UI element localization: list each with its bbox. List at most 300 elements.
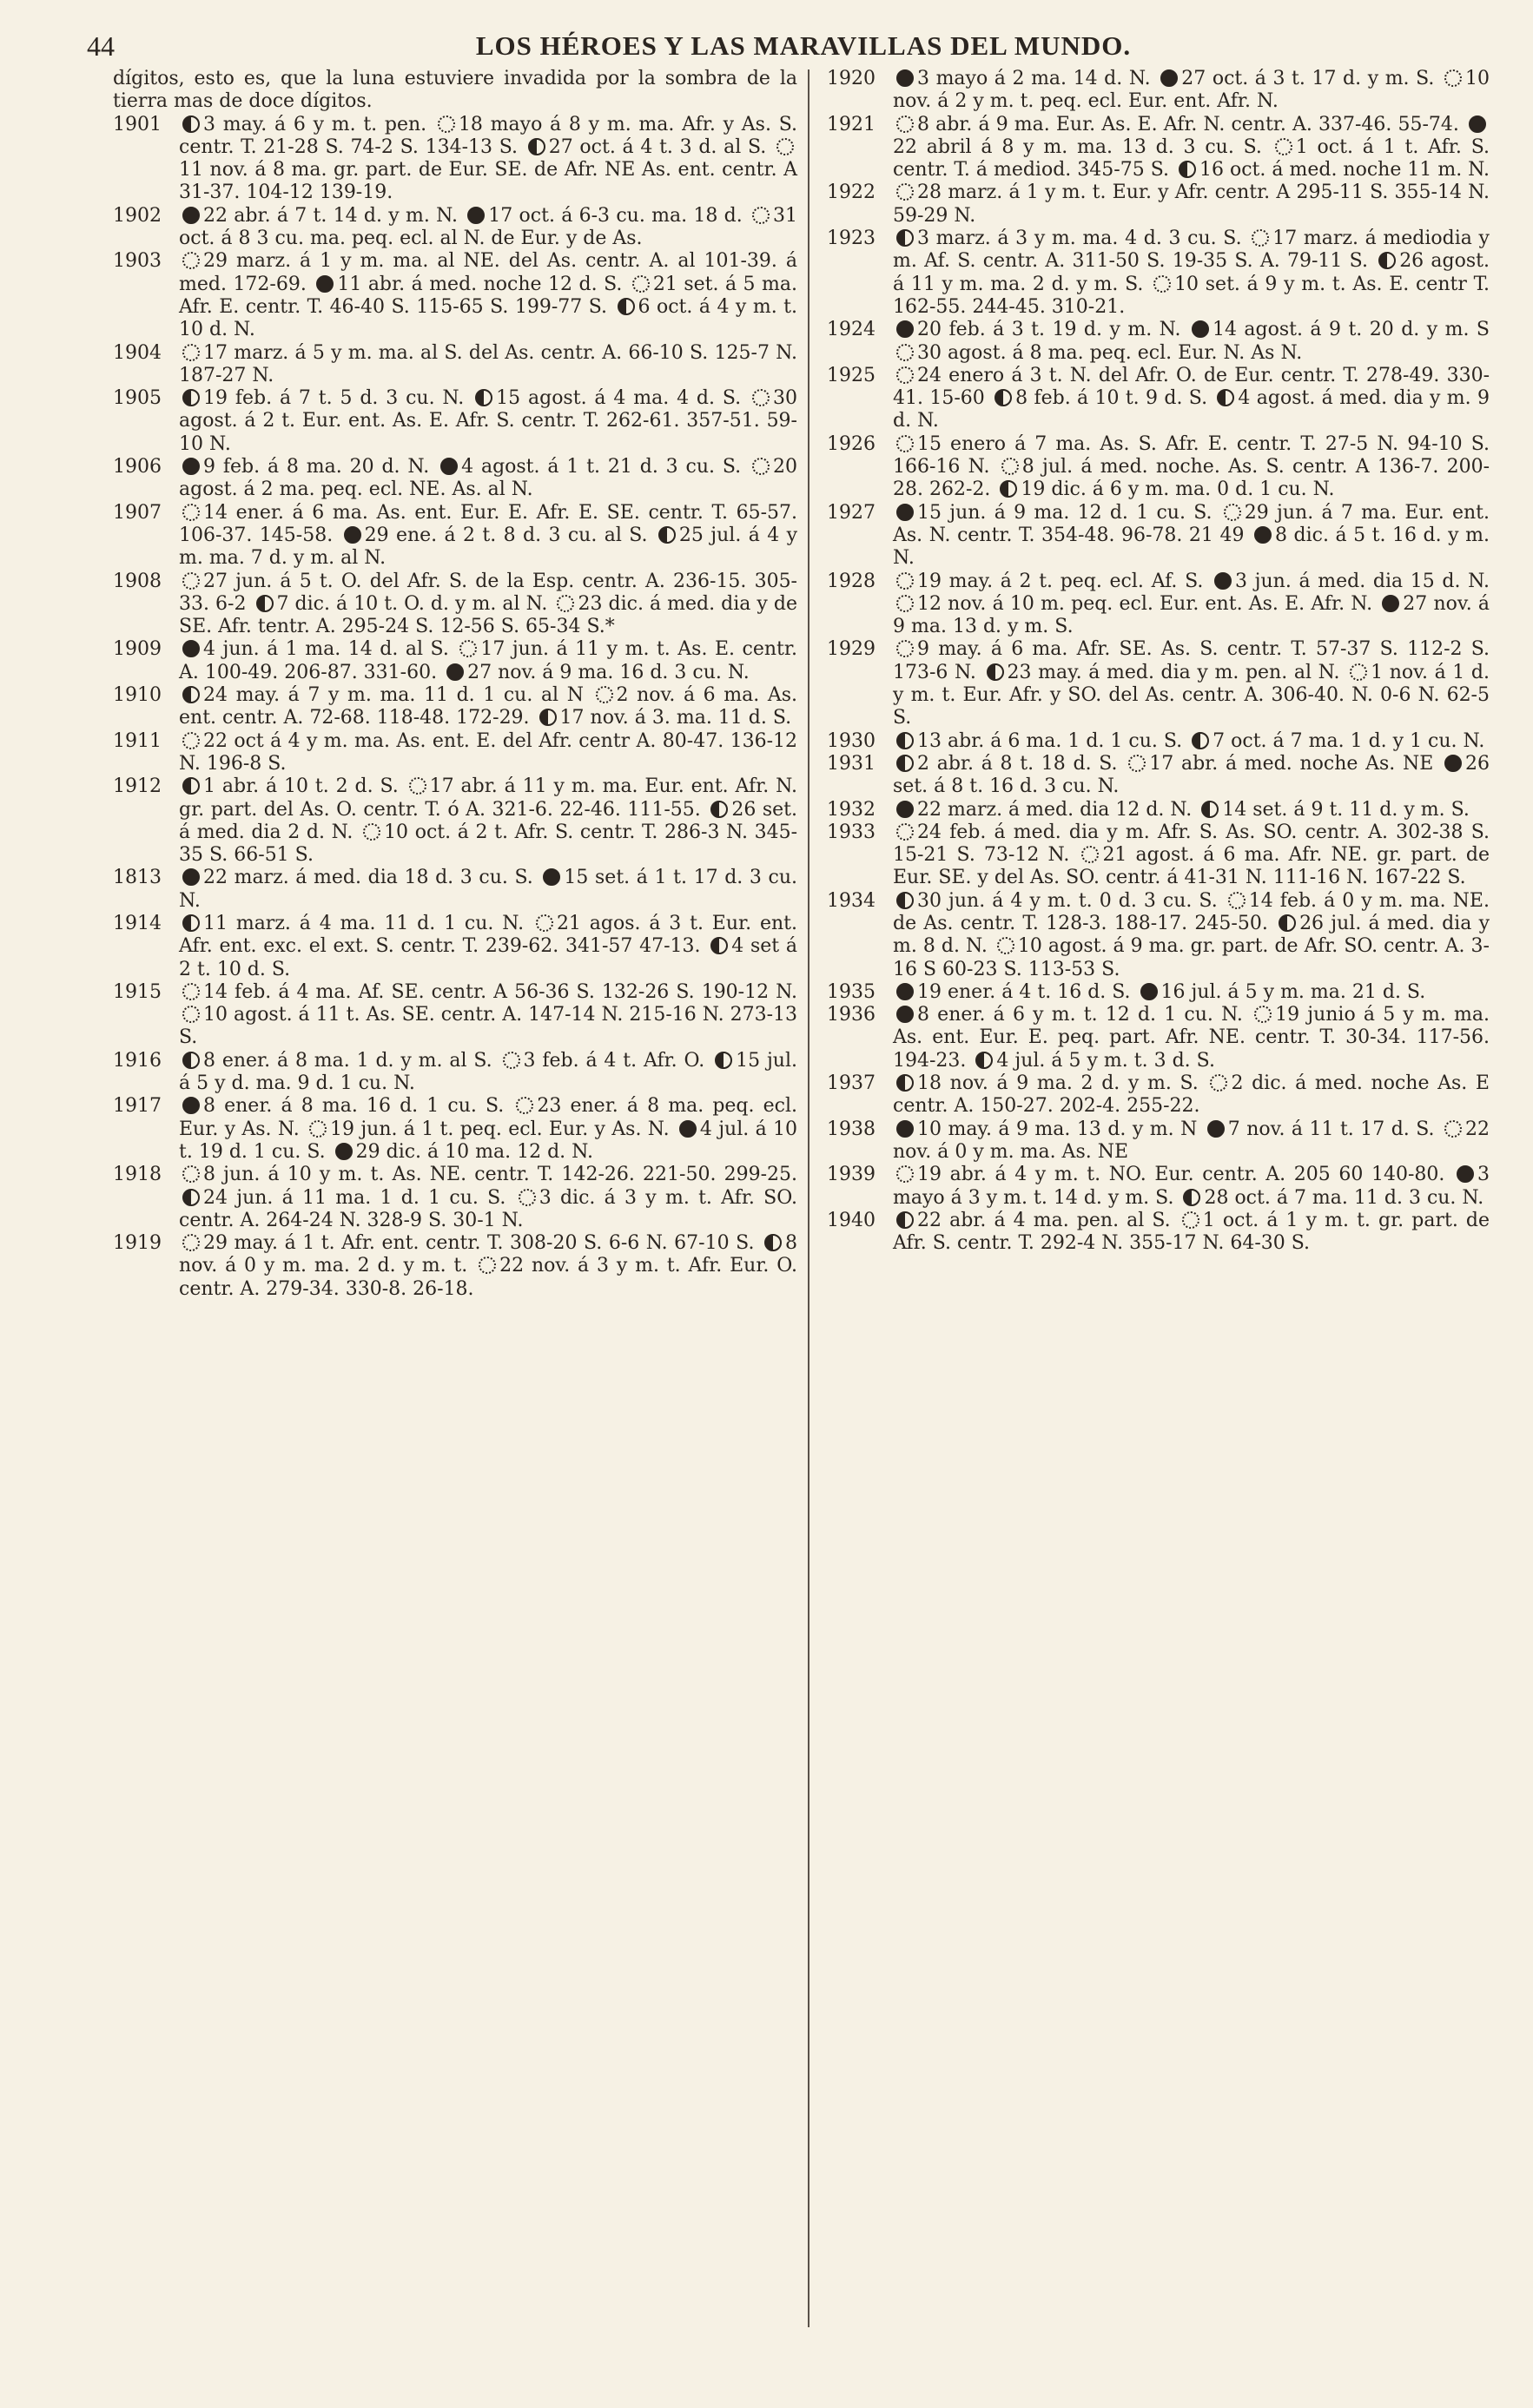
eclipse-description: 27 oct. á 4 t. 3 d. al S. (548, 135, 773, 158)
year-label: 1905 (113, 387, 162, 410)
eclipse-list (893, 1210, 1490, 1256)
year-label: 1907 (113, 501, 162, 524)
eclipse-year-entry (113, 342, 797, 388)
eclipse-description: 30 agost. á 2 t. Eur. ent. As. E. Afr. S. centr. T. 262-61. 357-51. 59-10 N. (179, 387, 797, 455)
sun-ring-icon (516, 1097, 533, 1114)
eclipse-description: 1 oct. á 1 y m. t. gr. part. de Afr. S. centr. T. 292-4 N. 355-17 N. 64-30 S. (893, 1209, 1490, 1255)
year-label: 1909 (113, 638, 162, 661)
eclipse-description: 8 jul. á med. noche. As. S. centr. A 136-7. 200-28. 262-2. (893, 456, 1490, 501)
eclipse-description: 9 feb. á 8 ma. 20 d. N. (203, 456, 438, 478)
page-header (87, 24, 1442, 68)
year-label: 1912 (113, 775, 162, 798)
sun-ring-icon (896, 823, 914, 841)
eclipse-list (179, 205, 797, 251)
eclipse-description: 26 agost. á 11 y m. ma. 2 d. y m. S. (893, 250, 1490, 295)
eclipse-year-entry (113, 250, 797, 341)
eclipse-description: 24 jun. á 11 ma. 1 d. 1 cu. S. (203, 1186, 515, 1209)
eclipse-list (179, 502, 797, 571)
eclipse-description: 12 nov. á 10 m. peq. ecl. Eur. ent. As. E. Afr. N. (917, 592, 1379, 615)
year-label: 1908 (113, 570, 162, 592)
eclipse-description: 3 marz. á 3 y m. ma. 4 d. 3 cu. S. (917, 228, 1249, 250)
eclipse-description: 22 abr. á 7 t. 14 d. y m. N. (203, 204, 465, 227)
eclipse-year-entry (827, 365, 1490, 433)
eclipse-list (893, 319, 1490, 365)
year-label: 1936 (827, 1004, 876, 1026)
eclipse-description: 15 set. á 1 t. 17 d. 3 cu. N. (179, 867, 797, 912)
black-disc-icon (896, 504, 914, 521)
year-label: 1922 (827, 181, 876, 204)
sun-ring-icon (1182, 1211, 1199, 1229)
eclipse-year-entry (113, 1232, 797, 1301)
half-disc-icon (987, 663, 1004, 681)
eclipse-list (893, 638, 1490, 729)
eclipse-list (893, 1004, 1490, 1072)
sun-ring-icon (182, 1234, 200, 1251)
eclipse-description: 11 abr. á med. noche 12 d. S. (337, 273, 629, 295)
right-column (827, 68, 1490, 1255)
eclipse-year-entry (827, 890, 1490, 981)
eclipse-description: 22 marz. á med. dia 12 d. N. (917, 798, 1199, 821)
sun-ring-icon (1254, 1006, 1272, 1023)
eclipse-description: 23 may. á med. dia y m. pen. al N. (1007, 661, 1347, 683)
eclipse-list (179, 1095, 797, 1164)
eclipse-description: 29 jun. á 7 ma. Eur. ent. As. N. centr. T. 354-48. 96-78. 21 49 (893, 501, 1490, 546)
black-disc-icon (182, 458, 200, 475)
eclipse-description: 26 set. á med. dia 2 d. N. (179, 798, 797, 843)
black-disc-icon (440, 458, 458, 475)
eclipse-year-entry (827, 433, 1490, 502)
sun-ring-icon (896, 115, 914, 133)
eclipse-description: 18 mayo á 8 y m. ma. Afr. y As. S. centr. T. 21-28 S. 74-2 S. 134-13 S. (179, 113, 797, 158)
eclipse-description: 22 abr. á 4 ma. pen. al S. (917, 1209, 1179, 1231)
eclipse-description: 13 abr. á 6 ma. 1 d. 1 cu. S. (917, 729, 1189, 752)
year-label: 1903 (113, 250, 162, 273)
half-disc-icon (182, 1189, 200, 1206)
eclipse-description: 8 jun. á 10 y m. t. As. NE. centr. T. 142-26. 221-50. 299-25. (203, 1164, 797, 1186)
year-label: 1923 (827, 228, 876, 250)
eclipse-description: 3 dic. á 3 y m. t. Afr. SO. centr. A. 264-24 N. 328-9 S. 30-1 N. (179, 1186, 797, 1231)
eclipse-list (893, 730, 1490, 753)
sun-ring-icon (896, 572, 914, 590)
black-disc-icon (1160, 69, 1178, 87)
sun-ring-icon (182, 504, 200, 521)
eclipse-year-entry (827, 68, 1490, 114)
eclipse-list (893, 799, 1490, 821)
eclipse-description: 31 oct. á 8 3 cu. ma. peq. ecl. al N. de Eur. y de As. (179, 204, 797, 250)
year-label: 1902 (113, 204, 162, 227)
eclipse-description: 3 may. á 6 y m. t. pen. (203, 113, 434, 135)
eclipse-year-entry (827, 181, 1490, 228)
half-disc-icon (1000, 480, 1017, 498)
eclipse-description: 14 feb. á 4 ma. Af. SE. centr. A 56-36 S. 132-26 S. 190-12 N. (203, 980, 797, 1003)
year-label: 1911 (113, 729, 162, 752)
eclipse-list (179, 250, 797, 341)
eclipse-description: 3 mayo á 2 ma. 14 d. N. (917, 68, 1158, 89)
year-label: 1928 (827, 570, 876, 592)
sun-ring-icon (459, 640, 477, 657)
eclipse-description: 27 nov. á 9 ma. 13 d. y m. S. (893, 592, 1490, 638)
eclipse-description: 25 jul. á 4 y m. ma. 7 d. y m. al N. (179, 524, 798, 570)
eclipse-description: 10 set. á 9 y m. t. As. E. centr T. 162-55. 244-45. 310-21. (893, 273, 1490, 318)
eclipse-list (893, 228, 1490, 319)
sun-ring-icon (1444, 1120, 1462, 1138)
eclipse-year-entry (113, 775, 797, 867)
black-disc-icon (1457, 1165, 1474, 1183)
black-disc-icon (182, 207, 200, 224)
sun-ring-icon (896, 1165, 914, 1183)
black-disc-icon (446, 663, 464, 681)
eclipse-list (893, 1072, 1490, 1118)
eclipse-description: 29 dic. á 10 ma. 12 d. N. (355, 1140, 593, 1163)
eclipse-year-entry (113, 502, 797, 571)
sun-ring-icon (896, 183, 914, 201)
eclipse-list (179, 775, 797, 867)
eclipse-year-entry (113, 1050, 797, 1096)
sun-ring-icon (1210, 1074, 1227, 1092)
eclipse-description: 27 jun. á 5 t. O. del Afr. S. de la Esp. centr. A. 236-15. 305-33. 6-2 (179, 570, 797, 615)
eclipse-year-entry (827, 821, 1490, 890)
eclipse-description: 17 abr. á 11 y m. ma. Eur. ent. Afr. N. gr. part. del As. O. centr. T. ó A. 321-6. 22-46. 111-55. (179, 775, 797, 821)
black-disc-icon (344, 526, 361, 544)
eclipse-description: 29 ene. á 2 t. 8 d. 3 cu. al S. (364, 524, 655, 546)
eclipse-description: 4 agost. á med. dia y m. 9 d. N. (893, 387, 1490, 432)
sun-ring-icon (182, 1006, 200, 1023)
eclipse-description: 27 nov. á 9 ma. 16 d. 3 cu. N. (467, 661, 750, 683)
right-entries (827, 68, 1490, 1255)
eclipse-description: 20 agost. á 2 ma. peq. ecl. NE. As. al N. (179, 456, 798, 501)
eclipse-description: 3 mayo á 3 y m. t. 14 d. y m. S. (893, 1164, 1490, 1209)
eclipse-description: 1 nov. á 1 d. y m. t. Eur. Afr. y SO. del As. centr. A. 306-40. N. 0-6 N. 62-5 S. (893, 661, 1490, 729)
eclipse-list (179, 684, 797, 730)
eclipse-description: 1 abr. á 10 t. 2 d. S. (203, 775, 406, 798)
eclipse-year-entry (113, 913, 797, 981)
eclipse-description: 1 oct. á 1 t. Afr. S. centr. T. á mediod. 345-75 S. (893, 135, 1490, 181)
eclipse-description: 2 nov. á 6 ma. As. ent. centr. A. 72-68. 118-48. 172-29. (179, 684, 798, 729)
black-disc-icon (1140, 983, 1158, 1000)
eclipse-year-entry (113, 114, 797, 205)
half-disc-icon (764, 1234, 782, 1251)
eclipse-list (179, 342, 797, 388)
eclipse-description: 15 agost. á 4 ma. 4 d. S. (496, 387, 749, 410)
eclipse-description: 24 feb. á med. dia y m. Afr. S. As. SO. centr. A. 302-38 S. 15-21 S. 73-12 N. (893, 821, 1490, 867)
half-disc-icon (658, 526, 676, 544)
eclipse-list (179, 387, 797, 456)
half-disc-icon (182, 389, 200, 406)
year-label: 1917 (113, 1095, 162, 1118)
year-label: 1914 (113, 912, 162, 934)
year-label: 1926 (827, 432, 876, 455)
black-disc-icon (182, 1097, 200, 1114)
eclipse-year-entry (827, 1210, 1490, 1256)
half-disc-icon (975, 1052, 993, 1069)
eclipse-list (893, 571, 1490, 639)
eclipse-description: 17 nov. á 3. ma. 11 d. S. (559, 707, 792, 729)
left-column (113, 68, 797, 1301)
eclipse-list (893, 502, 1490, 571)
sun-ring-icon (1224, 504, 1241, 521)
eclipse-description: 10 may. á 9 ma. 13 d. y m. N (917, 1118, 1204, 1140)
eclipse-list (893, 365, 1490, 433)
eclipse-description: 10 agost. á 9 ma. gr. part. de Afr. SO. centr. A. 3-16 S 60-23 S. 113-53 S. (893, 935, 1490, 980)
year-label: 1921 (827, 113, 876, 135)
sun-ring-icon (1444, 69, 1462, 87)
year-label: 1916 (113, 1049, 162, 1072)
eclipse-year-entry (827, 502, 1490, 571)
eclipse-year-entry (827, 638, 1490, 729)
eclipse-description: 24 may. á 7 y m. ma. 11 d. 1 cu. al N (203, 684, 592, 707)
half-disc-icon (1279, 914, 1296, 932)
eclipse-year-entry (827, 571, 1490, 639)
sun-ring-icon (182, 572, 200, 590)
eclipse-list (893, 1118, 1490, 1164)
sun-ring-icon (896, 366, 914, 384)
eclipse-description: 8 nov. á 0 y m. ma. 2 d. y m. t. (179, 1232, 797, 1277)
sun-ring-icon (776, 138, 794, 155)
year-label: 1925 (827, 364, 876, 386)
black-disc-icon (1254, 526, 1272, 544)
half-disc-icon (710, 801, 728, 818)
eclipse-year-entry (113, 867, 797, 913)
eclipse-description: 10 nov. á 2 y m. t. peq. ecl. Eur. ent. Afr. N. (893, 68, 1490, 113)
half-disc-icon (1217, 389, 1234, 406)
eclipse-list (893, 181, 1490, 228)
page-number: 44 (87, 30, 115, 62)
eclipse-year-entry (827, 1004, 1490, 1072)
sun-ring-icon (182, 732, 200, 749)
eclipse-description: 10 oct. á 2 t. Afr. S. centr. T. 286-3 N. 345-35 S. 66-51 S. (179, 821, 798, 867)
eclipse-description: 22 abril á 8 y m. ma. 13 d. 3 cu. S. (893, 135, 1272, 158)
year-label: 1910 (113, 684, 162, 707)
sun-ring-icon (479, 1257, 496, 1274)
eclipse-description: 10 agost. á 11 t. As. SE. centr. A. 147-14 N. 215-16 N. 273-13 S. (179, 1004, 797, 1049)
half-disc-icon (896, 229, 914, 247)
eclipse-description: 30 agost. á 8 ma. peq. ecl. Eur. N. As N. (917, 341, 1303, 364)
sun-ring-icon (182, 1165, 200, 1183)
eclipse-description: 4 jun. á 1 ma. 14 d. al S. (203, 638, 457, 661)
sun-ring-icon (182, 252, 200, 269)
eclipse-year-entry (113, 1095, 797, 1164)
eclipse-description: 3 feb. á 4 t. Afr. O. (523, 1049, 712, 1072)
eclipse-description: 7 nov. á 11 t. 17 d. S. (1227, 1118, 1441, 1140)
eclipse-description: 16 oct. á med. noche 11 m. N. (1199, 159, 1490, 181)
sun-ring-icon (182, 344, 200, 361)
eclipse-list (179, 571, 797, 639)
eclipse-list (179, 1050, 797, 1096)
eclipse-year-entry (113, 730, 797, 776)
eclipse-list (179, 1164, 797, 1232)
sun-ring-icon (1001, 458, 1019, 475)
eclipse-list (893, 821, 1490, 890)
eclipse-year-entry (113, 638, 797, 684)
half-disc-icon (1201, 801, 1219, 818)
half-disc-icon (1179, 161, 1196, 178)
year-label: 1813 (113, 867, 162, 889)
sun-ring-icon (1128, 755, 1146, 772)
eclipse-description: 30 jun. á 4 y m. t. 0 d. 3 cu. S. (917, 889, 1225, 912)
eclipse-year-entry (113, 387, 797, 456)
year-label: 1919 (113, 1232, 162, 1255)
eclipse-description: 17 jun. á 11 y m. t. As. E. centr. A. 100-49. 206-87. 331-60. (179, 638, 797, 683)
eclipse-description: 29 marz. á 1 y m. ma. al NE. del As. centr. A. al 101-39. á med. 172-69. (179, 250, 797, 295)
year-label: 1904 (113, 341, 162, 364)
year-label: 1938 (827, 1118, 876, 1140)
half-disc-icon (1183, 1189, 1200, 1206)
eclipse-description: 15 jul. á 5 y d. ma. 9 d. 1 cu. N. (179, 1049, 797, 1095)
sun-ring-icon (596, 686, 613, 703)
eclipse-description: 22 oct á 4 y m. ma. As. ent. E. del Afr. centr A. 80-47. 136-12 N. 196-8 S. (179, 729, 797, 775)
sun-ring-icon (557, 595, 574, 612)
sun-ring-icon (752, 389, 770, 406)
half-disc-icon (994, 389, 1012, 406)
eclipse-description: 8 feb. á 10 t. 9 d. S. (1015, 387, 1214, 410)
sun-ring-icon (1275, 138, 1292, 155)
eclipse-description: 19 junio á 5 y m. ma. As. ent. Eur. E. peq. part. Afr. NE. centr. T. 30-34. 117-56. 194-23. (893, 1004, 1490, 1072)
eclipse-description: 6 oct. á 4 y m. t. 10 d. N. (179, 295, 797, 341)
black-disc-icon (467, 207, 485, 224)
sun-ring-icon (896, 435, 914, 452)
half-disc-icon (256, 595, 274, 612)
eclipse-year-entry (827, 1164, 1490, 1210)
half-disc-icon (182, 115, 200, 133)
running-title: LOS HÉROES Y LAS MARAVILLAS DEL MUNDO. (475, 30, 1132, 61)
column-divider (808, 69, 809, 2327)
eclipse-description: 15 jun. á 9 ma. 12 d. 1 cu. S. (917, 501, 1220, 524)
year-label: 1933 (827, 821, 876, 843)
eclipse-description: 14 agost. á 9 t. 20 d. y m. S (1212, 319, 1490, 341)
black-disc-icon (543, 868, 560, 886)
eclipse-description: 8 ener. á 8 ma. 16 d. 1 cu. S. (203, 1095, 513, 1118)
sun-ring-icon (896, 344, 914, 361)
half-disc-icon (528, 138, 545, 155)
eclipse-list (179, 456, 797, 502)
year-label: 1924 (827, 319, 876, 341)
sun-ring-icon (409, 777, 426, 795)
eclipse-description: 17 oct. á 6-3 cu. ma. 18 d. (488, 204, 749, 227)
black-disc-icon (1444, 755, 1462, 772)
eclipse-year-entry (827, 1072, 1490, 1118)
eclipse-description: 4 agost. á 1 t. 21 d. 3 cu. S. (461, 456, 750, 478)
sun-ring-icon (1228, 892, 1246, 909)
eclipse-description: 11 marz. á 4 ma. 11 d. 1 cu. N. (203, 912, 532, 934)
eclipse-description: 14 ener. á 6 ma. As. ent. Eur. E. Afr. E. SE. centr. T. 65-57. 106-37. 145-58. (179, 501, 797, 546)
year-label: 1935 (827, 980, 876, 1003)
eclipse-description: 28 oct. á 7 ma. 11 d. 3 cu. N. (1204, 1186, 1484, 1209)
year-label: 1932 (827, 798, 876, 821)
eclipse-description: 18 nov. á 9 ma. 2 d. y m. S. (917, 1072, 1207, 1095)
eclipse-description: 3 jun. á med. dia 15 d. N. (1235, 570, 1490, 592)
eclipse-year-entry (827, 981, 1490, 1004)
black-disc-icon (679, 1120, 697, 1138)
sun-ring-icon (503, 1052, 520, 1069)
eclipse-description: 23 ener. á 8 ma. peq. ecl. Eur. y As. N. (179, 1095, 797, 1140)
eclipse-description: 19 abr. á 4 y m. t. NO. Eur. centr. A. 205 60 140-80. (917, 1164, 1453, 1186)
year-label: 1934 (827, 889, 876, 912)
eclipse-year-entry (827, 319, 1490, 365)
eclipse-description: 17 marz. á 5 y m. ma. al S. del As. centr. A. 66-10 S. 125-7 N. 187-27 N. (179, 341, 797, 386)
eclipse-description: 19 dic. á 6 y m. ma. 0 d. 1 cu. N. (1021, 478, 1335, 501)
black-disc-icon (896, 69, 914, 87)
eclipse-description: 14 feb. á 0 y m. ma. NE. de As. centr. T. 128-3. 188-17. 245-50. (893, 889, 1490, 934)
sun-ring-icon (309, 1120, 327, 1138)
eclipse-description: 20 feb. á 3 t. 19 d. y m. N. (917, 319, 1188, 341)
black-disc-icon (182, 868, 200, 886)
eclipse-list (179, 913, 797, 981)
eclipse-description: 11 nov. á 8 ma. gr. part. de Eur. SE. de Afr. NE As. ent. centr. A 31-37. 104-12 139-19. (179, 159, 797, 204)
sun-ring-icon (536, 914, 553, 932)
year-label: 1915 (113, 980, 162, 1003)
sun-ring-icon (752, 458, 770, 475)
eclipse-year-entry (113, 205, 797, 251)
year-label: 1918 (113, 1164, 162, 1186)
intro-paragraph: dígitos, esto es, que la luna estuviere invadida por la sombra de la tierra mas de doce dígitos. (113, 68, 797, 113)
half-disc-icon (896, 892, 914, 909)
eclipse-list (179, 730, 797, 776)
eclipse-year-entry (827, 799, 1490, 821)
eclipse-description: 8 ener. á 8 ma. 1 d. y m. al S. (203, 1049, 499, 1072)
eclipse-year-entry (113, 684, 797, 730)
year-label: 1920 (827, 68, 876, 89)
eclipse-description: 19 jun. á 1 t. peq. ecl. Eur. y As. N. (330, 1118, 676, 1140)
eclipse-description: 9 may. á 6 ma. Afr. SE. As. S. centr. T. 57-37 S. 112-2 S. 173-6 N. (893, 638, 1490, 683)
sun-ring-icon (997, 937, 1014, 954)
half-disc-icon (475, 389, 492, 406)
eclipse-year-entry (113, 456, 797, 502)
year-label: 1930 (827, 729, 876, 752)
half-disc-icon (896, 1211, 914, 1229)
black-disc-icon (1192, 320, 1209, 338)
black-disc-icon (1214, 572, 1232, 590)
sun-ring-icon (363, 823, 380, 841)
eclipse-year-entry (113, 1164, 797, 1232)
half-disc-icon (896, 1074, 914, 1092)
eclipse-description: 21 set. á 5 ma. Afr. E. centr. T. 46-40 S. 115-65 S. 199-77 S. (179, 273, 797, 318)
black-disc-icon (335, 1143, 353, 1160)
year-label: 1929 (827, 638, 876, 661)
year-label: 1939 (827, 1164, 876, 1186)
eclipse-description: 8 dic. á 5 t. 16 d. y m. N. (893, 524, 1490, 570)
black-disc-icon (1382, 595, 1399, 612)
half-disc-icon (896, 755, 914, 772)
year-label: 1906 (113, 456, 162, 478)
year-label: 1927 (827, 501, 876, 524)
black-disc-icon (896, 983, 914, 1000)
eclipse-description: 19 feb. á 7 t. 5 d. 3 cu. N. (203, 387, 472, 410)
year-label: 1901 (113, 113, 162, 135)
eclipse-year-entry (827, 228, 1490, 319)
year-label: 1940 (827, 1209, 876, 1231)
black-disc-icon (1207, 1120, 1225, 1138)
sun-ring-icon (632, 275, 650, 293)
eclipse-year-entry (113, 981, 797, 1050)
eclipse-description: 7 dic. á 10 t. O. d. y m. al N. (276, 592, 554, 615)
eclipse-description: 29 may. á 1 t. Afr. ent. centr. T. 308-20 S. 6-6 N. 67-10 S. (203, 1232, 761, 1255)
year-label: 1931 (827, 752, 876, 775)
eclipse-list (893, 114, 1490, 182)
eclipse-list (893, 68, 1490, 114)
sun-ring-icon (896, 595, 914, 612)
black-disc-icon (182, 640, 200, 657)
year-label: 1937 (827, 1072, 876, 1095)
eclipse-description: 17 marz. á mediodia y m. Af. S. centr. A. 311-50 S. 19-35 S. A. 79-11 S. (893, 228, 1490, 273)
half-disc-icon (1378, 252, 1396, 269)
eclipse-description: 22 nov. á 3 y m. t. Afr. Eur. O. centr. A. 279-34. 330-8. 26-18. (179, 1255, 798, 1300)
sun-ring-icon (182, 983, 200, 1000)
eclipse-description: 2 abr. á 8 t. 18 d. S. (917, 752, 1126, 775)
eclipse-description: 4 jul. á 5 y m. t. 3 d. S. (996, 1049, 1215, 1072)
eclipse-description: 28 marz. á 1 y m. t. Eur. y Afr. centr. A 295-11 S. 355-14 N. 59-29 N. (893, 181, 1490, 227)
sun-ring-icon (438, 115, 455, 133)
eclipse-description: 2 dic. á med. noche As. E centr. A. 150-27. 202-4. 255-22. (893, 1072, 1490, 1118)
